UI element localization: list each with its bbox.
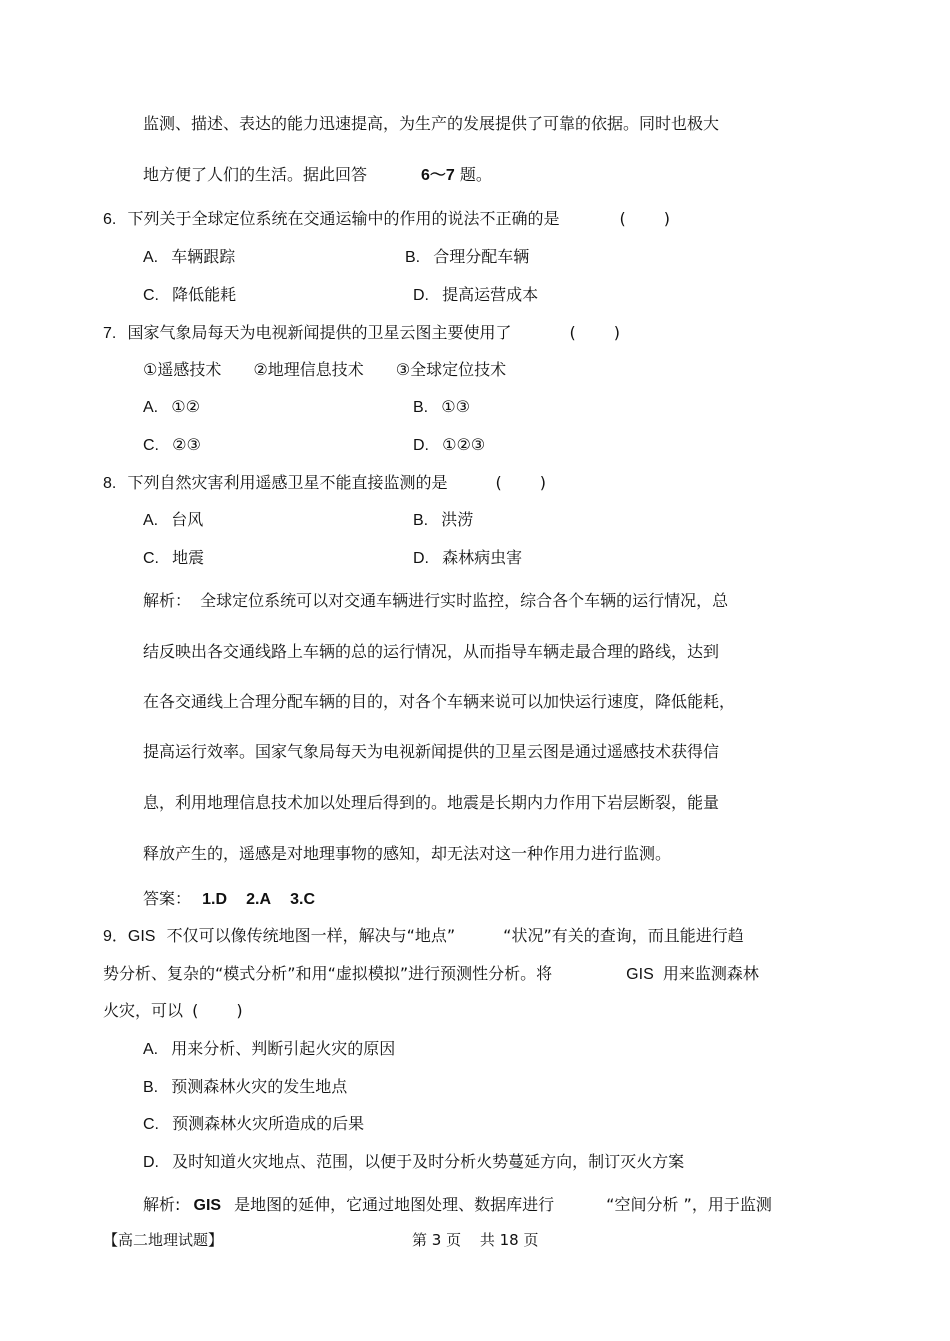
question-9-line-3 <box>103 1001 243 1021</box>
analysis-2 <box>143 1195 772 1216</box>
question-number: 6. <box>103 211 117 228</box>
answer-item: 1.D <box>202 891 228 908</box>
analysis-label: 解析: <box>143 1195 181 1214</box>
q7-option-a <box>143 397 200 418</box>
question-stem: 下列自然灾害利用遥感卫星不能直接监测的是 <box>127 473 448 492</box>
gis-term: GIS <box>127 928 156 945</box>
gis-term: GIS <box>626 966 654 983</box>
option-text: ①③ <box>441 397 470 416</box>
question-stem: 国家气象局每天为电视新闻提供的卫星云图主要使用了 <box>127 323 512 342</box>
q8-option-d <box>413 548 522 569</box>
analysis-1-line-5: 息，利用地理信息技术加以处理后得到的。地震是长期内力作用下岩层断裂，能量 <box>143 793 720 812</box>
question-text: 火灾，可以 <box>103 1001 184 1020</box>
option-text: ①②③ <box>442 435 486 454</box>
answer-1 <box>143 889 315 910</box>
option-text: 预测森林火灾的发生地点 <box>171 1077 348 1096</box>
option-letter: A. <box>143 512 159 529</box>
analysis-1-line-1 <box>143 591 728 611</box>
option-text: 洪涝 <box>441 510 474 529</box>
option-letter: B. <box>405 249 421 266</box>
option-letter: A. <box>143 1041 159 1058</box>
q8-option-c <box>143 548 204 569</box>
option-text: 降低能耗 <box>172 285 237 304</box>
analysis-label: 解析： <box>143 591 192 610</box>
option-letter: A. <box>143 249 159 266</box>
intro-line-2-end: 题。 <box>459 165 492 184</box>
intro-line-2-text: 地方便了人们的生活。据此回答 <box>143 165 368 184</box>
option-letter: D. <box>413 550 429 567</box>
q7-option-b <box>413 397 470 418</box>
q8-option-b <box>413 510 473 531</box>
q6-option-a <box>143 247 235 268</box>
question-8 <box>103 473 546 494</box>
answer-blank: ( ) <box>619 209 670 228</box>
option-letter: D. <box>413 287 429 304</box>
intro-line-2 <box>143 165 492 186</box>
page-number: 第 3 页 <box>412 1231 462 1249</box>
footer-page <box>412 1229 539 1250</box>
option-text: 地震 <box>172 548 205 567</box>
q7-item-3: ③全球定位技术 <box>395 360 507 379</box>
answer-label: 答案： <box>143 889 192 908</box>
answer-blank: ( ) <box>192 1001 243 1020</box>
q7-option-c <box>143 435 201 456</box>
option-text: 车辆跟踪 <box>171 247 236 266</box>
option-letter: C. <box>143 550 159 567</box>
q7-option-d <box>413 435 485 456</box>
q7-item-2: ②地理信息技术 <box>253 360 364 379</box>
question-range: 6～7 <box>421 167 455 184</box>
gis-term: GIS <box>193 1197 222 1214</box>
option-letter: A. <box>143 399 159 416</box>
question-stem: 下列关于全球定位系统在交通运输中的作用的说法不正确的是 <box>127 209 560 228</box>
question-number: 8. <box>103 475 117 492</box>
analysis-text: 全球定位系统可以对交通车辆进行实时监控，综合各个车辆的运行情况，总 <box>200 591 729 610</box>
q8-option-a <box>143 510 203 531</box>
option-text: 合理分配车辆 <box>433 247 530 266</box>
option-letter: C. <box>143 287 159 304</box>
option-letter: B. <box>143 1079 159 1096</box>
answer-blank: ( ) <box>495 473 546 492</box>
option-letter: C. <box>143 1116 159 1133</box>
analysis-1-line-3: 在各交通线上合理分配车辆的目的，对各个车辆来说可以加快运行速度，降低能耗， <box>143 692 736 711</box>
q7-items <box>143 360 506 380</box>
footer-left: 【高二地理试题】 <box>103 1231 224 1249</box>
option-text: 用来分析、判断引起火灾的原因 <box>171 1039 396 1058</box>
page-total: 共 18 页 <box>479 1231 539 1249</box>
option-letter: D. <box>143 1154 159 1171</box>
option-letter: C. <box>143 437 159 454</box>
question-text: 用来监测森林 <box>662 964 759 983</box>
q6-option-c <box>143 285 236 306</box>
question-6 <box>103 209 670 230</box>
question-9-line-1 <box>103 926 744 947</box>
intro-line-1: 监测、描述、表达的能力迅速提高，为生产的发展提供了可靠的依据。同时也极大 <box>143 114 720 133</box>
q9-option-d <box>143 1152 684 1173</box>
analysis-text: “空间分析 ”，用于监测 <box>606 1195 772 1214</box>
question-number: 7. <box>103 325 117 342</box>
option-text: 及时知道火灾地点、范围，以便于及时分析火势蔓延方向，制订灭火方案 <box>172 1152 685 1171</box>
question-7 <box>103 323 620 344</box>
option-letter: D. <box>413 437 429 454</box>
option-text: 台风 <box>171 510 204 529</box>
option-text: 提高运营成本 <box>442 285 539 304</box>
question-9-line-2 <box>103 964 759 985</box>
option-text: 森林病虫害 <box>442 548 523 567</box>
option-letter: B. <box>413 512 429 529</box>
question-text: 不仅可以像传统地图一样，解决与“地点” <box>166 926 456 945</box>
answer-item: 3.C <box>290 891 316 908</box>
question-text: 势分析、复杂的“模式分析”和用“虚拟模拟”进行预测性分析。将 <box>103 964 553 983</box>
option-letter: B. <box>413 399 429 416</box>
analysis-1-line-2: 结反映出各交通线路上车辆的总的运行情况，从而指导车辆走最合理的路线，达到 <box>143 642 720 661</box>
option-text: ①② <box>171 397 200 416</box>
option-text: 预测森林火灾所造成的后果 <box>172 1114 365 1133</box>
q7-item-1: ①遥感技术 <box>143 360 222 379</box>
answer-item: 2.A <box>246 891 272 908</box>
q6-option-d <box>413 285 538 306</box>
option-text: ②③ <box>172 435 201 454</box>
q9-option-c <box>143 1114 364 1135</box>
analysis-1-line-6: 释放产生的，遥感是对地理事物的感知，却无法对这一种作用力进行监测。 <box>143 844 672 863</box>
q9-option-b <box>143 1077 347 1098</box>
q9-option-a <box>143 1039 395 1060</box>
q6-option-b <box>405 247 529 268</box>
question-number: 9． <box>103 928 128 945</box>
answer-blank: ( ) <box>569 323 620 342</box>
question-text: “状况”有关的查询，而且能进行趋 <box>503 926 744 945</box>
analysis-text: 是地图的延伸，它通过地图处理、数据库进行 <box>234 1195 555 1214</box>
analysis-1-line-4: 提高运行效率。国家气象局每天为电视新闻提供的卫星云图是通过遥感技术获得信 <box>143 742 720 761</box>
